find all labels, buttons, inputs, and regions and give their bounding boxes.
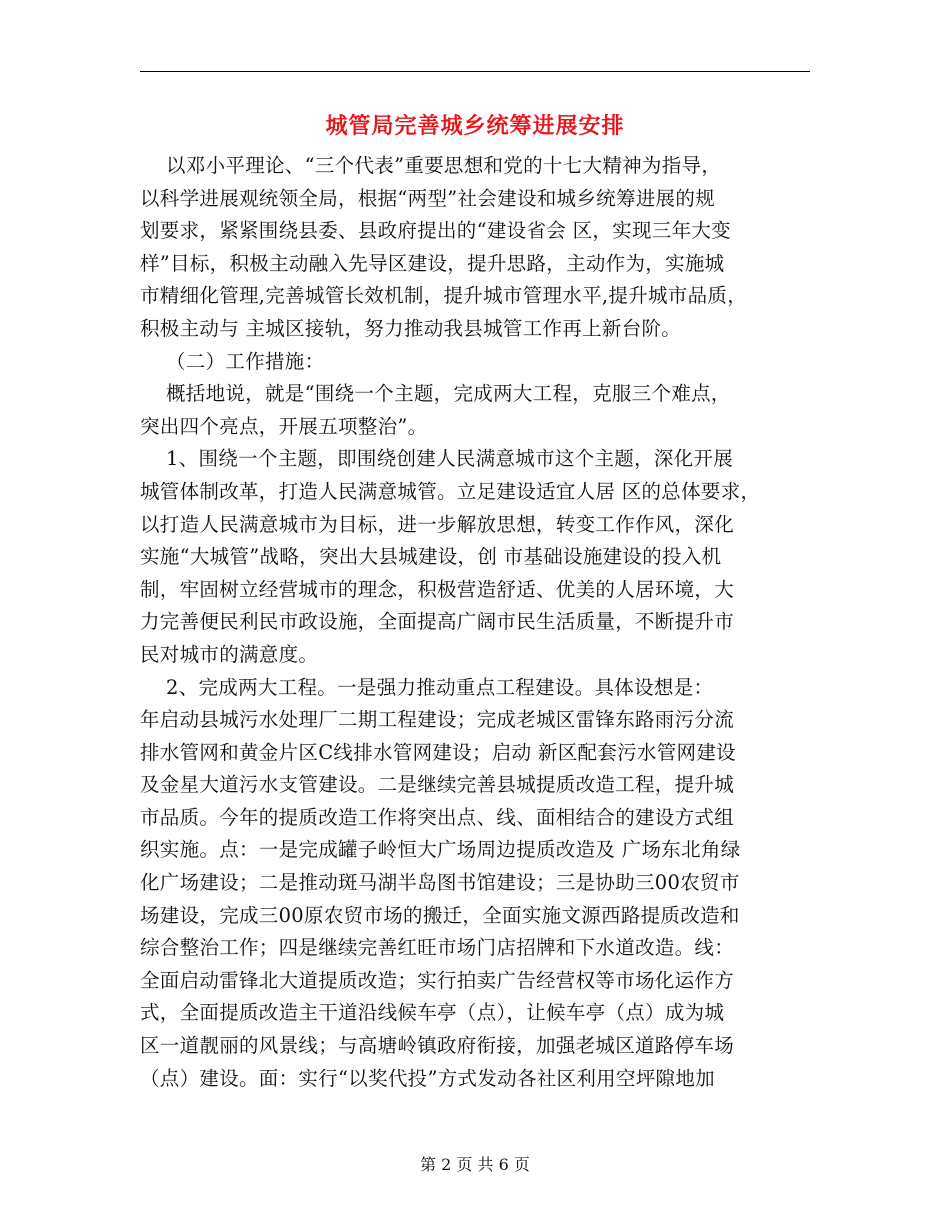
document-body <box>140 150 812 1095</box>
body-line: 年启动县城污水处理厂二期工程建设；完成老城区雷锋东路雨污分流 <box>140 708 735 732</box>
body-line: 制，牢固树立经营城市的理念，积极营造舒适、优美的人居环境，大 <box>140 577 735 601</box>
body-line: 区一道靓丽的风景线；与高塘岭镇政府衔接，加强老城区道路停车场 <box>140 1034 735 1058</box>
body-line: 1、围绕一个主题，即围绕创建人民满意城市这个主题，深化开展 <box>140 447 734 471</box>
body-line: 民对城市的满意度。 <box>140 642 319 666</box>
body-line: 化广场建设；二是推动斑马湖半岛图书馆建设；三是协助三00农贸市 <box>140 871 740 895</box>
body-line: 以打造人民满意城市为目标，进一步解放思想，转变工作作风，深化 <box>140 512 735 536</box>
body-line: 场建设，完成三00原农贸市场的搬迁，全面实施文源西路提质改造和 <box>140 903 740 927</box>
header-rule <box>140 71 810 72</box>
body-line: 积极主动与 主城区接轨，努力推动我县城管工作再上新台阶。 <box>140 316 682 340</box>
body-line: 织实施。点：一是完成罐子岭恒大广场周边提质改造及 广场东北角绿 <box>140 838 741 862</box>
body-line: 综合整治工作；四是继续完善红旺市场门店招牌和下水道改造。线： <box>140 936 735 960</box>
body-line: 划要求，紧紧围绕县委、县政府提出的“建设省会 区，实现三年大变 <box>140 219 731 243</box>
body-line: 以邓小平理论、“三个代表”重要思想和党的十七大精神为指导， <box>140 154 722 177</box>
body-line: 全面启动雷锋北大道提质改造；实行拍卖广告经营权等市场化运作方 <box>140 968 735 992</box>
body-line: 市精细化管理,完善城管长效机制，提升城市管理水平,提升城市品质， <box>140 284 747 308</box>
body-line: 突出四个亮点，开展五项整治”。 <box>140 414 428 438</box>
page-number: 第 2 页 共 6 页 <box>420 1155 530 1174</box>
body-line: 以科学进展观统领全局，根据“两型”社会建设和城乡统筹进展的规 <box>140 186 715 210</box>
body-line: 2、完成两大工程。一是强力推动重点工程建设。具体设想是： <box>140 675 714 699</box>
body-line: 及金星大道污水支管建设。二是继续完善县城提质改造工程，提升城 <box>140 773 735 797</box>
body-line: 排水管网和黄金片区C线排水管网建设；启动 新区配套污水管网建设 <box>140 740 736 764</box>
body-line: 力完善便民利民市政设施，全面提高广阔市民生活质量，不断提升市 <box>140 610 735 634</box>
body-line: 样”目标，积极主动融入先导区建设，提升思路，主动作为，实施城 <box>140 251 725 275</box>
body-line: 实施“大城管”战略，突出大县城建设，创 市基础设施建设的投入机 <box>140 545 722 569</box>
body-line: 城管体制改革，打造人民满意城管。立足建设适宜人居 区的总体要求， <box>140 479 761 503</box>
document-title: 城管局完善城乡统筹进展安排 <box>325 113 625 139</box>
body-line: （点）建设。面：实行“以奖代投”方式发动各社区利用空坪隙地加 <box>140 1066 715 1090</box>
body-line: 式，全面提质改造主干道沿线候车亭（点），让候车亭（点）成为城 <box>140 1001 725 1025</box>
section-heading: （二）工作措施： <box>140 349 325 373</box>
body-line: 概括地说，就是“围绕一个主题，完成两大工程，克服三个难点， <box>140 382 731 406</box>
body-line: 市品质。今年的提质改造工作将突出点、线、面相结合的建设方式组 <box>140 805 735 829</box>
